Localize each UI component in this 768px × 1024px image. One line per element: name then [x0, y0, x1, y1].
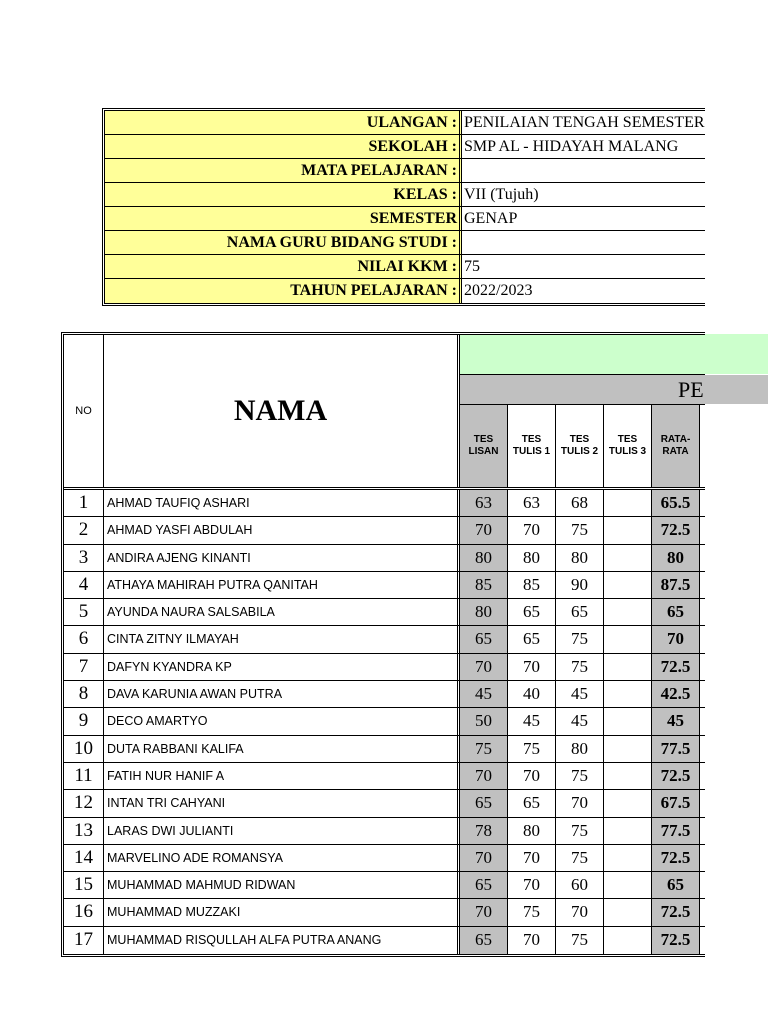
cell-tes-lisan[interactable]: 45: [460, 681, 508, 707]
cell-tes-lisan[interactable]: 80: [460, 545, 508, 571]
cell-tes-tulis-2[interactable]: 45: [556, 708, 604, 734]
cell-tes-tulis-3[interactable]: [604, 681, 652, 707]
cell-tes-tulis-3[interactable]: [604, 872, 652, 898]
cell-rata-rata[interactable]: 72.5: [652, 899, 700, 925]
cell-tes-tulis-3[interactable]: [604, 763, 652, 789]
cell-tes-tulis-1[interactable]: 75: [508, 899, 556, 925]
table-row: [64, 490, 705, 517]
header-no: NO: [64, 335, 104, 487]
cell-nama[interactable]: MARVELINO ADE ROMANSYA: [104, 845, 460, 871]
info-value[interactable]: SMP AL - HIDAYAH MALANG: [464, 138, 679, 155]
grades-table: [61, 332, 705, 957]
cell-no[interactable]: 16: [64, 899, 104, 925]
cell-tes-tulis-2[interactable]: 70: [556, 790, 604, 816]
cell-nama[interactable]: DECO AMARTYO: [104, 708, 460, 734]
cell-tes-tulis-3[interactable]: [604, 599, 652, 625]
info-label: KELAS :: [105, 183, 462, 206]
info-value[interactable]: VII (Tujuh): [464, 186, 539, 203]
cell-tes-tulis-2[interactable]: 65: [556, 599, 604, 625]
table-row: [64, 517, 705, 544]
info-label: NILAI KKM :: [105, 255, 462, 278]
info-label: TAHUN PELAJARAN :: [105, 279, 462, 303]
cell-tes-tulis-2[interactable]: 60: [556, 872, 604, 898]
header-scores: [460, 335, 705, 487]
cell-tes-lisan[interactable]: 70: [460, 517, 508, 543]
cell-tes-tulis-1[interactable]: 70: [508, 845, 556, 871]
cell-tes-tulis-2[interactable]: 75: [556, 818, 604, 844]
table-row: [64, 572, 705, 599]
info-row: [105, 231, 705, 255]
cell-tes-tulis-1[interactable]: 70: [508, 872, 556, 898]
table-row: [64, 790, 705, 817]
table-row: [64, 818, 705, 845]
cell-rata-rata[interactable]: 72.5: [652, 927, 700, 954]
cell-tes-tulis-1[interactable]: 63: [508, 490, 556, 516]
cell-tes-tulis-2[interactable]: 68: [556, 490, 604, 516]
cell-tes-lisan[interactable]: 65: [460, 872, 508, 898]
cell-tes-tulis-3[interactable]: [604, 845, 652, 871]
cell-nama[interactable]: AHMAD TAUFIQ ASHARI: [104, 490, 460, 516]
info-label: ULANGAN :: [105, 111, 462, 134]
cell-nama[interactable]: MUHAMMAD MUZZAKI: [104, 899, 460, 925]
cell-no[interactable]: 8: [64, 681, 104, 707]
cell-tes-tulis-2[interactable]: 75: [556, 845, 604, 871]
cell-tes-tulis-3[interactable]: [604, 572, 652, 598]
info-row: [105, 159, 705, 183]
table-row: [64, 545, 705, 572]
table-row: [64, 763, 705, 790]
cell-tes-tulis-2[interactable]: 45: [556, 681, 604, 707]
sub-header: RATA-RATA: [652, 405, 700, 487]
cell-tes-lisan[interactable]: 80: [460, 599, 508, 625]
cell-no[interactable]: 9: [64, 708, 104, 734]
cell-tes-lisan[interactable]: 78: [460, 818, 508, 844]
cell-tes-tulis-1[interactable]: 70: [508, 654, 556, 680]
cell-rata-rata[interactable]: 72.5: [652, 517, 700, 543]
cell-tes-tulis-2[interactable]: 90: [556, 572, 604, 598]
cell-no[interactable]: 1: [64, 490, 104, 516]
cell-nama[interactable]: MUHAMMAD RISQULLAH ALFA PUTRA ANANG: [104, 927, 460, 954]
info-value[interactable]: [462, 159, 705, 182]
cell-nama[interactable]: FATIH NUR HANIF A: [104, 763, 460, 789]
cell-tes-tulis-2[interactable]: 75: [556, 626, 604, 652]
cell-tes-tulis-3[interactable]: [604, 736, 652, 762]
cell-tes-lisan[interactable]: 65: [460, 790, 508, 816]
sub-header: TES TULIS 3: [604, 405, 652, 487]
sub-header: TES TULIS 1: [508, 405, 556, 487]
cell-nama[interactable]: MUHAMMAD MAHMUD RIDWAN: [104, 872, 460, 898]
cell-rata-rata[interactable]: 77.5: [652, 736, 700, 762]
table-row: [64, 927, 705, 954]
cell-tes-tulis-2[interactable]: 75: [556, 927, 604, 954]
sub-header: TES LISAN: [460, 405, 508, 487]
table-header: [64, 335, 705, 490]
sub-header: TES TULIS 2: [556, 405, 604, 487]
header-band-title: PE: [460, 375, 705, 405]
cell-tes-tulis-3[interactable]: [604, 927, 652, 954]
cell-no[interactable]: 3: [64, 545, 104, 571]
cell-nama[interactable]: CINTA ZITNY ILMAYAH: [104, 626, 460, 652]
info-value[interactable]: 75: [464, 258, 480, 275]
cell-nama[interactable]: ATHAYA MAHIRAH PUTRA QANITAH: [104, 572, 460, 598]
cell-no[interactable]: 2: [64, 517, 104, 543]
cell-tes-tulis-1[interactable]: 80: [508, 818, 556, 844]
info-row: [105, 207, 705, 231]
table-row: [64, 626, 705, 653]
cell-no[interactable]: 10: [64, 736, 104, 762]
cell-no[interactable]: 15: [64, 872, 104, 898]
cell-tes-tulis-3[interactable]: [604, 490, 652, 516]
cell-tes-tulis-3[interactable]: [604, 899, 652, 925]
cell-tes-tulis-2[interactable]: 75: [556, 763, 604, 789]
cell-tes-lisan[interactable]: 85: [460, 572, 508, 598]
cell-nama[interactable]: DUTA RABBANI KALIFA: [104, 736, 460, 762]
header-band-green-overflow: [705, 334, 768, 374]
info-value[interactable]: [462, 231, 705, 254]
cell-tes-tulis-1[interactable]: 45: [508, 708, 556, 734]
cell-rata-rata[interactable]: 72.5: [652, 654, 700, 680]
info-value[interactable]: PENILAIAN TENGAH SEMESTER: [464, 114, 705, 131]
cell-no[interactable]: 14: [64, 845, 104, 871]
table-body: [64, 490, 705, 954]
cell-nama[interactable]: AYUNDA NAURA SALSABILA: [104, 599, 460, 625]
cell-tes-tulis-3[interactable]: [604, 790, 652, 816]
table-row: [64, 681, 705, 708]
cell-nama[interactable]: ANDIRA AJENG KINANTI: [104, 545, 460, 571]
cell-no[interactable]: 5: [64, 599, 104, 625]
cell-tes-lisan[interactable]: 65: [460, 626, 508, 652]
header-band-gray-overflow: [705, 375, 768, 404]
table-row: [64, 599, 705, 626]
cell-rata-rata[interactable]: 80: [652, 545, 700, 571]
cell-tes-tulis-2[interactable]: 80: [556, 736, 604, 762]
header-nama: NAMA: [104, 335, 460, 487]
cell-tes-lisan[interactable]: 70: [460, 654, 508, 680]
cell-rata-rata[interactable]: 77.5: [652, 818, 700, 844]
cell-tes-tulis-1[interactable]: 75: [508, 736, 556, 762]
cell-tes-tulis-1[interactable]: 65: [508, 626, 556, 652]
cell-tes-tulis-1[interactable]: 65: [508, 790, 556, 816]
cell-tes-tulis-3[interactable]: [604, 545, 652, 571]
table-row: [64, 654, 705, 681]
cell-rata-rata[interactable]: 65: [652, 599, 700, 625]
cell-no[interactable]: 13: [64, 818, 104, 844]
cell-rata-rata[interactable]: 42.5: [652, 681, 700, 707]
cell-no[interactable]: 6: [64, 626, 104, 652]
cell-no[interactable]: 17: [64, 927, 104, 954]
cell-rata-rata[interactable]: 65: [652, 872, 700, 898]
cell-nama[interactable]: DAFYN KYANDRA KP: [104, 654, 460, 680]
cell-tes-tulis-1[interactable]: 85: [508, 572, 556, 598]
info-label: SEMESTER: [105, 207, 462, 230]
cell-nama[interactable]: DAVA KARUNIA AWAN PUTRA: [104, 681, 460, 707]
info-row: [105, 183, 705, 207]
cell-tes-tulis-3[interactable]: [604, 626, 652, 652]
table-row: [64, 736, 705, 763]
cell-tes-tulis-1[interactable]: 70: [508, 763, 556, 789]
cell-rata-rata[interactable]: 45: [652, 708, 700, 734]
info-value[interactable]: 2022/2023: [464, 282, 533, 299]
cell-rata-rata[interactable]: 87.5: [652, 572, 700, 598]
table-row: [64, 899, 705, 926]
info-row: [105, 111, 705, 135]
table-row: [64, 845, 705, 872]
info-row: [105, 279, 705, 303]
cell-no[interactable]: 4: [64, 572, 104, 598]
info-row: [105, 135, 705, 159]
cell-tes-lisan[interactable]: 70: [460, 763, 508, 789]
cell-no[interactable]: 11: [64, 763, 104, 789]
cell-tes-tulis-1[interactable]: 80: [508, 545, 556, 571]
cell-tes-lisan[interactable]: 63: [460, 490, 508, 516]
cell-tes-lisan[interactable]: 75: [460, 736, 508, 762]
table-row: [64, 872, 705, 899]
cell-rata-rata[interactable]: 65.5: [652, 490, 700, 516]
cell-nama[interactable]: INTAN TRI CAHYANI: [104, 790, 460, 816]
cell-tes-lisan[interactable]: 70: [460, 845, 508, 871]
cell-tes-tulis-2[interactable]: 75: [556, 517, 604, 543]
cell-tes-lisan[interactable]: 50: [460, 708, 508, 734]
cell-tes-tulis-3[interactable]: [604, 708, 652, 734]
table-row: [64, 708, 705, 735]
cell-tes-tulis-2[interactable]: 80: [556, 545, 604, 571]
cell-tes-lisan[interactable]: 65: [460, 927, 508, 954]
cell-no[interactable]: 12: [64, 790, 104, 816]
cell-nama[interactable]: AHMAD YASFI ABDULAH: [104, 517, 460, 543]
cell-rata-rata[interactable]: 72.5: [652, 763, 700, 789]
info-value[interactable]: GENAP: [464, 210, 518, 227]
info-row: [105, 255, 705, 279]
cell-tes-tulis-2[interactable]: 70: [556, 899, 604, 925]
cell-nama[interactable]: LARAS DWI JULIANTI: [104, 818, 460, 844]
cell-tes-tulis-1[interactable]: 70: [508, 927, 556, 954]
cell-tes-tulis-3[interactable]: [604, 654, 652, 680]
info-label: NAMA GURU BIDANG STUDI :: [105, 231, 462, 254]
cell-tes-lisan[interactable]: 70: [460, 899, 508, 925]
sub-headers: [460, 405, 705, 487]
cell-tes-tulis-1[interactable]: 40: [508, 681, 556, 707]
cell-tes-tulis-3[interactable]: [604, 818, 652, 844]
info-table: [102, 108, 705, 306]
cell-rata-rata[interactable]: 67.5: [652, 790, 700, 816]
cell-rata-rata[interactable]: 72.5: [652, 845, 700, 871]
info-label: MATA PELAJARAN :: [105, 159, 462, 182]
cell-no[interactable]: 7: [64, 654, 104, 680]
cell-tes-tulis-1[interactable]: 65: [508, 599, 556, 625]
cell-tes-tulis-3[interactable]: [604, 517, 652, 543]
cell-tes-tulis-2[interactable]: 75: [556, 654, 604, 680]
info-label: SEKOLAH :: [105, 135, 462, 158]
cell-tes-tulis-1[interactable]: 70: [508, 517, 556, 543]
cell-rata-rata[interactable]: 70: [652, 626, 700, 652]
header-band-green: [460, 335, 705, 375]
